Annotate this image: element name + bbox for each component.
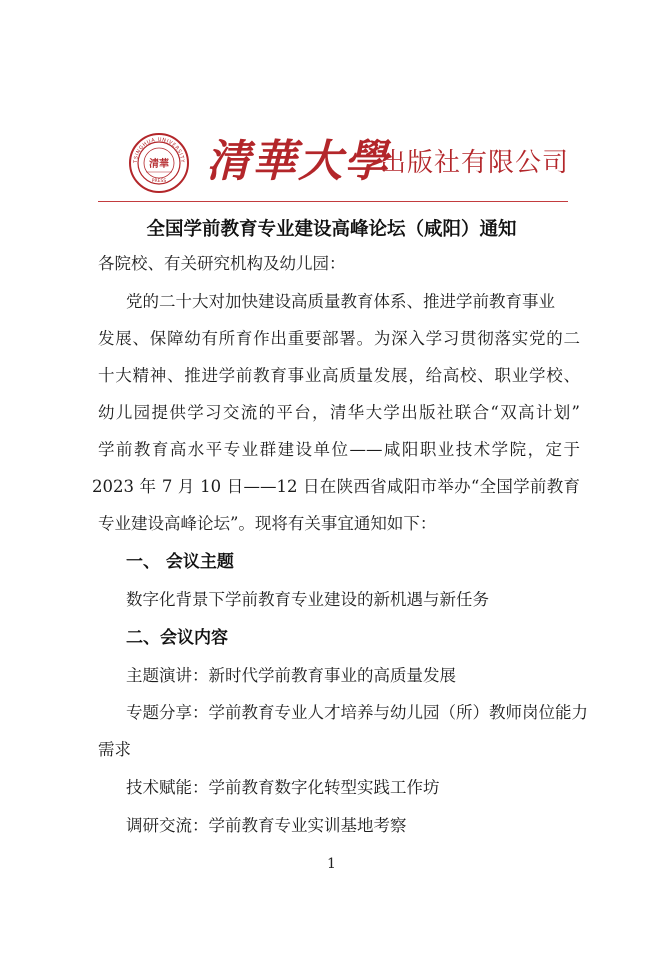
- intro-line: 专业建设高峰论坛”。现将有关事宜通知如下：: [98, 514, 437, 533]
- intro-line: 十大精神、推进学前教育事业高质量发展，给高校、职业学校、: [98, 366, 580, 385]
- intro-line: 学前教育高水平专业群建设单位——咸阳职业技术学院，定于: [98, 440, 580, 459]
- salutation: 各院校、有关研究机构及幼儿园：: [98, 254, 346, 273]
- content-item: 技术赋能：学前教育数字化转型实践工作坊: [126, 778, 440, 797]
- document-title: 全国学前教育专业建设高峰论坛（咸阳）通知: [146, 219, 517, 240]
- content-item: 调研交流：学前教育专业实训基地考察: [126, 816, 407, 835]
- intro-line: 发展、保障幼有所育作出重要部署。为深入学习贯彻落实党的二: [98, 329, 580, 348]
- page-number: 1: [327, 856, 336, 872]
- svg-text:PRESS: PRESS: [151, 179, 167, 184]
- letterhead-divider: [98, 201, 568, 202]
- brand-calligraphy-logo: 清華大學: [206, 136, 390, 187]
- section-body-theme: 数字化背景下学前教育专业建设的新机遇与新任务: [126, 590, 489, 609]
- intro-line: 党的二十大对加快建设高质量教育体系、推进学前教育事业: [126, 292, 555, 311]
- svg-text:TSINGHUA UNIVERSITY: TSINGHUA UNIVERSITY: [132, 136, 186, 164]
- intro-line: 2023 年 7 月 10 日——12 日在陕西省咸阳市举办“全国学前教育: [92, 477, 580, 496]
- content-item: 主题演讲：新时代学前教育事业的高质量发展: [126, 666, 456, 685]
- university-seal-logo: [128, 132, 190, 194]
- letterhead: [128, 132, 570, 194]
- content-item: 专题分享：学前教育专业人才培养与幼儿园（所）教师岗位能力: [126, 703, 588, 722]
- svg-text:清華: 清華: [149, 159, 169, 170]
- intro-line: 幼儿园提供学习交流的平台，清华大学出版社联合“双高计划”: [98, 403, 580, 422]
- publisher-name: 出版社有限公司: [380, 148, 570, 178]
- section-heading-content: 二、会议内容: [126, 628, 228, 648]
- section-heading-theme: 一、 会议主题: [126, 552, 234, 572]
- content-item-continuation: 需求: [98, 740, 131, 759]
